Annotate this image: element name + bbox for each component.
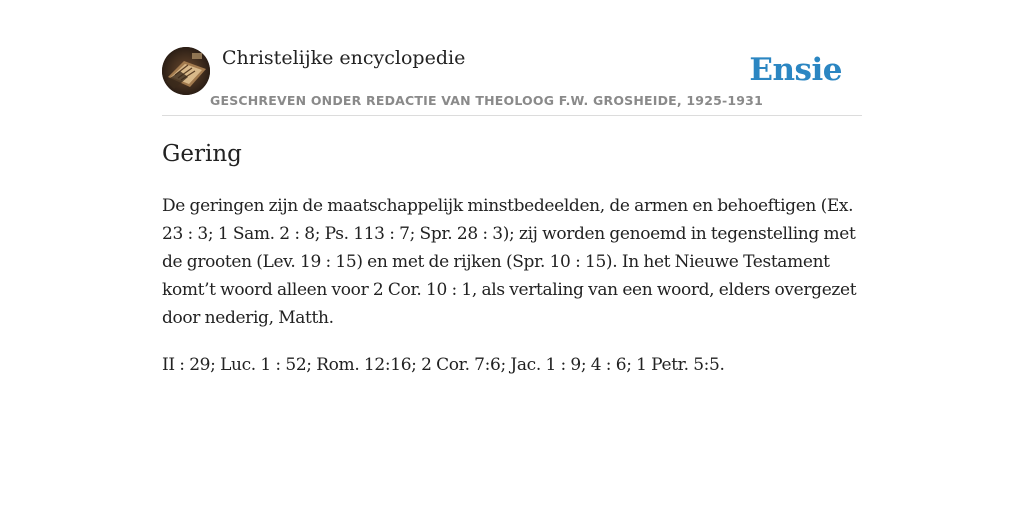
book-header [162, 44, 862, 116]
book-subtitle: GESCHREVEN ONDER REDACTIE VAN THEOLOOG F.W. GROSHEIDE, 1925-1931 [210, 93, 763, 108]
book-cover-icon[interactable] [162, 47, 210, 95]
article [162, 138, 862, 375]
book-title[interactable]: Christelijke encyclopedie [222, 47, 466, 69]
article-title: Gering [162, 141, 242, 167]
article-paragraph: De geringen zijn de maatschappelijk minstbedeelden, de armen en behoeftigen (Ex. 23 : 3; 1 Sam. 2 : 8; Ps. 113 : 7; Spr. 28 : 3); zij worden genoemd in tegenstelling met de grooten (Lev. 19 : 15) en met de rijken (Spr. 10 : 15). In het Nieuwe Testament komt’t woord alleen voor 2 Cor. 10 : 1, als vertaling van een woord, elders overgezet door nederig, Matth. [162, 196, 857, 328]
ensie-logo[interactable]: Ensie [749, 52, 842, 88]
article-paragraph: II : 29; Luc. 1 : 52; Rom. 12:16; 2 Cor. 7:6; Jac. 1 : 9; 4 : 6; 1 Petr. 5:5. [162, 355, 725, 375]
